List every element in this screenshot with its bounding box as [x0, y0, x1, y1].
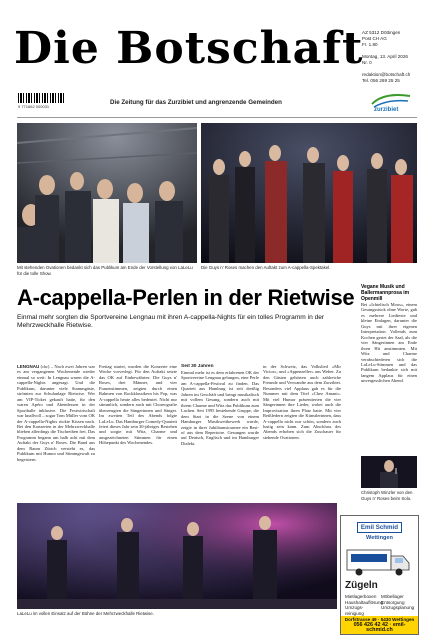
- sidebar-headline: Vegane Musik und Ballermannprosa im Openmill: [361, 284, 410, 302]
- article-column-1-text: (chr) – Nach zwei Jahren war es am vergangenen Wochenende wieder einmal so weit: In Lengnau waren die A-cappella-Nights angesagt. Und die Publikum, darunter viele Stammgäste, strömten zur Schulanlage Rietwise. Wer am VIP-Ticket gekauft hatte, für den waren Apéro und Abendessen in der Sporthalle inklusive. Die Festwirtschaft war knallvoll – sogar Tom Müller vom OK der A-cappella-Nights rückte Kissen nach. Bei den Konzerten in der Mehrzweckhalle blieben allerdings die Tischreihen frei. Das Programm begann um halb acht mit dem Auftakt der Guys n' Roses. Die Band aus dem Raum Zürich versteht es, das Publikum mit Humor und Stimmgewalt zu begeistern.: [17, 364, 95, 462]
- ad-address: Dorfstrasse 49 · 5430 Wettingen: [344, 617, 415, 622]
- article-column-1: [17, 364, 95, 500]
- sidebar-text: Bei «Ichtelisch Moos», einem Gesangsstück ohne Worte, gab es mehrere Liedtexte und kleine Einlagen, darunter die Guys mit ihrer eigenen Interpretation. Vollends zum Kochen geriet der Saal, als die vier Sängerinnen am Ende ihren Hit anstimmten. Mit Witz und Charme verabschiedeten sich die LaLeLu-Stimmen und das Publikum bedankte sich mit langem Applaus für einen unvergesslichen Abend.: [361, 302, 417, 384]
- ad-company-name: Emil Schmid: [357, 522, 402, 533]
- photo-caption-bottom: LaLeLu im vollen Einsatz auf der Bühne der Mehrzweckhalle Rietwise.: [17, 611, 154, 616]
- ad-service-item: Möbellager: [381, 594, 404, 599]
- meta-line: Fr. 1.80: [362, 42, 378, 47]
- meta-line: AZ 5312 Döttingen: [362, 30, 401, 35]
- article-lead: Einmal mehr sorgten die Sportvereine Lengnau mit ihren A-cappella-Nights für ein tolles Programm in der Mehrzweckhalle Rietwise.: [17, 314, 325, 330]
- photo-caption-side: Christoph Winzler von den Guys n' Roses beim Solo.: [361, 490, 413, 501]
- article-dateline: LENGNAU: [17, 364, 40, 369]
- ad-headline: Zügeln: [345, 580, 378, 591]
- ad-service-item: Entsorgung: [381, 599, 405, 605]
- meta-line: Post CH AG: [362, 36, 387, 41]
- masthead-meta: [362, 30, 420, 84]
- article-subhead: Seit 30 Jahren: [181, 364, 214, 369]
- article-column-4: in der Schweiz, das Volkslied «Mir Victor»; und «Appenzeller» aus Weber. Zu den Gästen gehörten auch zahlreiche Freunde und Verwandte aus dem Zurzibiet. Besonders viel Applaus gab es für die Nummer mit dem Titel «Chez Amani». Mit viel Humor präsentierten die vier Sängerinnen ihre Lieder, wobei auch die Improvisation ihren Platz hatte. Mit vier Reißfedern zeigten die Künstlerinnen, dass A-cappella nicht nur schön, sondern auch lustig sein kann. Zum Abschluss des Abends erhoben sich die Zuschauer für stehende Ovationen.: [263, 364, 341, 440]
- ad-company-location: Wettingen: [366, 535, 393, 541]
- article-column-3: [181, 364, 259, 500]
- article-headline: A-cappella-Perlen in der Rietwise: [17, 285, 355, 310]
- barcode-icon: [18, 93, 64, 103]
- moving-truck-icon: [345, 546, 414, 578]
- audience-photo: [17, 123, 197, 263]
- photo-caption-right: Die Guys n' Roses machen den Auftakt zum A-cappella-Spektakel.: [201, 265, 331, 270]
- soloist-photo: [361, 456, 417, 488]
- ad-footer: [341, 616, 418, 635]
- barcode-text: 9 771662 000031: [18, 104, 50, 109]
- emil-schmid-ad[interactable]: [340, 515, 419, 635]
- ad-service-item: Umzugsreinigung: [345, 605, 364, 616]
- ad-service-item: Umzugsplanung: [381, 605, 415, 611]
- ad-phone: 056 426 42 42 · emil-schmid.ch: [353, 621, 406, 634]
- article-column-3-text: Einmal mehr ist es dem erfahrenen OK der Sportvereine Lengnau gelungen, eine Perle am A-cappella-Festival zu finden. Das Quartett aus Hamburg ist seit dreißig Jahren im Geschäft und bringt musikalisch mit vollem Gesang, sondern auch mit ihrem Charme und Witz das Publikum zum Lachen. Seit 1995 bestehende Gruppe, die dem Start in die Szene von einem Hamburger Musikwettbewerb wurde, zeigte in ihrer Jubiläumstournee ein Best-of aus dem Repertoire. Gesungen wurde auf Deutsch, Englisch und im Hamburger Dialekt.: [181, 370, 259, 446]
- masthead-title: Die Botschaft: [14, 23, 364, 74]
- meta-line: Tel. 056 269 25 25: [362, 78, 400, 83]
- zurzibiet-logo-icon: [370, 90, 414, 112]
- ad-header: [341, 516, 418, 544]
- masthead-divider: [17, 117, 417, 118]
- meta-line: redaktion@botschaft.ch: [362, 72, 411, 77]
- article-column-2: Freitag startet, wurden die Konzerte eine Woche vorverlegt. Für den Auftakt setzte das OK auf Einbewährtes: Die Guys n' Roses, drei Männer, und vier Frauenstimmen, zeigten durch einen Rahmen von Rockklassikern bis Pop, was A-cappella heute alles bedeutet. Nicht nur stimmlich, sondern auch mit Choreografie überzeugten die Sängerinnen und Sänger. Im zweiten Teil des Abends folgte LaLeLu. Das Hamburger Comedy-Quartett feiert dieses Jahr sein 30-jähriges Bestehen und sorgte mit Witz, Charme und ausgezeichneten Stimmen für einen Höhepunkt des Wochenendes.: [99, 364, 177, 446]
- ad-service-item: Mietlagerboxen: [345, 594, 377, 599]
- meta-line: Nr. 0: [362, 60, 372, 65]
- meta-line: Montag, 13. April 2026: [362, 54, 408, 59]
- photo-caption-left: Mit stehenden Ovationen bedankt sich das Publikum am Ende der Vorstellung von LaLeLu für die tolle Show.: [17, 265, 193, 276]
- lalelu-stage-photo: [17, 503, 337, 609]
- ad-service-item: Haushaltauflösung: [345, 599, 384, 605]
- masthead-subtitle: Die Zeitung für das Zurzibiet und angrenzende Gemeinden: [110, 99, 282, 106]
- logo-text: zurzibiet: [374, 107, 399, 112]
- guys-n-roses-photo: [201, 123, 417, 263]
